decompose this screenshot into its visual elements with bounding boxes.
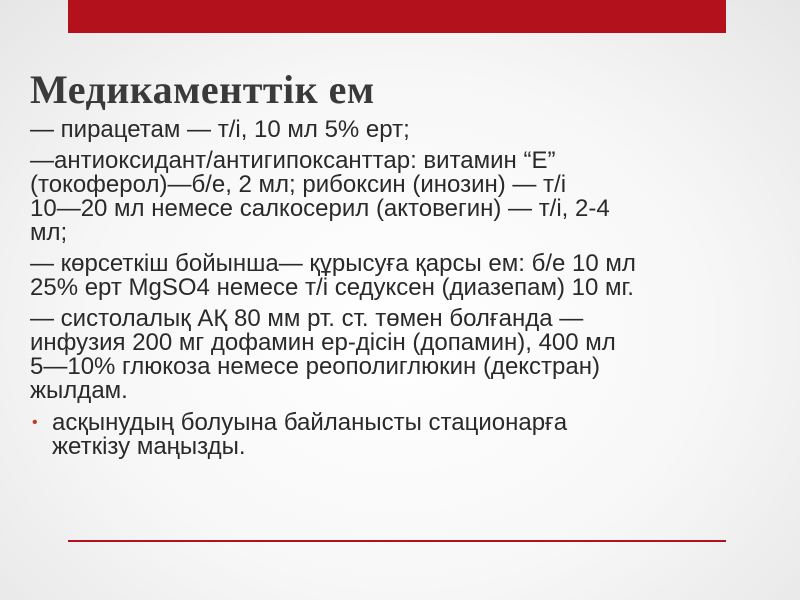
paragraph-line: — систолалық АҚ 80 мм рт. ст. төмен болғанда — — [30, 305, 584, 332]
paragraph-line: — пирацетам — т/і, 10 мл 5% ерт; — [30, 116, 410, 143]
slide-title: Медикаменттік ем — [30, 67, 375, 112]
bottom-divider — [68, 540, 726, 542]
paragraph-line: инфузия 200 мг дофамин ер-дісін (допамин), 400 мл — [30, 329, 616, 356]
paragraph-line: мл; — [30, 219, 68, 246]
bullet-line: асқынудың болуына байланысты стационарға — [52, 409, 568, 436]
bullet-item-hospitalization — [30, 411, 780, 459]
paragraph-antioxidants — [30, 149, 780, 245]
paragraph-line: —антиоксидант/антигипоксанттар: витамин “Е” — [30, 147, 556, 174]
paragraph-line: 10—20 мл немесе салкосерил (актовегин) — т/і, 2-4 — [30, 195, 610, 222]
top-accent-bar — [68, 0, 726, 33]
paragraph-line: жылдам. — [30, 377, 128, 404]
bullet-dot-icon: • — [32, 414, 38, 431]
paragraph-line: 5—10% глюкоза немесе реополиглюкин (декстран) — [30, 353, 600, 380]
paragraph-hypotension — [30, 307, 780, 403]
paragraph-line: (токоферол)—б/е, 2 мл; рибоксин (инозин) — т/і — [30, 171, 567, 198]
paragraph-line: — көрсеткіш бойынша— құрысуға қарсы ем: б/е 10 мл — [30, 250, 636, 277]
paragraph-anticonvulsant — [30, 252, 780, 300]
paragraph-piracetam — [30, 118, 780, 142]
slide-content — [30, 118, 780, 459]
paragraph-line: 25% ерт MgSO4 немесе т/і седуксен (диазепам) 10 мг. — [30, 274, 634, 301]
bullet-line: жеткізу маңызды. — [52, 433, 246, 460]
